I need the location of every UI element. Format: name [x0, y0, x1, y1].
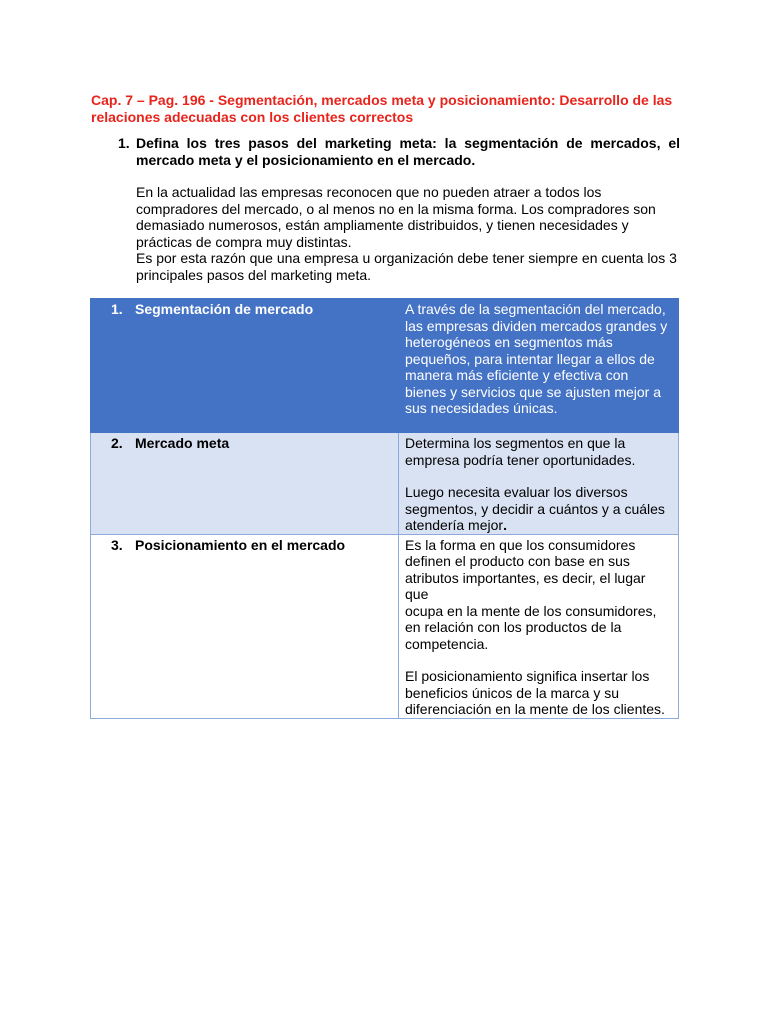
step-description-cell	[399, 534, 679, 718]
intro-text	[136, 184, 681, 283]
step-number: 3.	[111, 536, 123, 553]
step-description: A través de la segmentación del mercado, las empresas dividen mercados grandes y heterogéneos en segmentos más pequeños, para intentar llegar a ellos de manera más eficiente y efectiva con bienes y servicios que se ajusten mejor a sus necesidades únicas.	[405, 301, 668, 416]
step-number: 2.	[111, 435, 123, 451]
step-label-cell	[91, 299, 399, 433]
paragraph-gap	[405, 468, 672, 484]
table-row	[91, 534, 679, 718]
paragraph-gap	[405, 652, 672, 668]
step-description-period: .	[503, 517, 507, 533]
step-description: El posicionamiento significa insertar los beneficios únicos de la marca y su diferenciación en la mente de los clientes.	[405, 668, 665, 717]
step-label: Segmentación de mercado	[135, 301, 314, 317]
step-description: Es la forma en que los consumidores definen el producto con base en sus atributos importantes, es decir, el lugar que	[405, 536, 646, 602]
intro-paragraph-1: En la actualidad las empresas reconocen que no pueden atraer a todos los compradores del mercado, o al menos no en la misma forma. Los compradores son demasiado numerosos, están ampliamente distribuidos, y tienen necesidades y prácticas de compra muy distintas.	[136, 184, 656, 250]
document-title: Cap. 7 – Pag. 196 - Segmentación, mercados meta y posicionamiento: Desarrollo de las relaciones adecuadas con los clientes correctos	[91, 92, 673, 125]
question-number: 1.	[118, 135, 130, 151]
step-description-cell	[399, 433, 679, 535]
steps-table	[90, 298, 679, 719]
step-description	[405, 484, 672, 534]
table-row	[91, 299, 679, 433]
step-description-text: Luego necesita evaluar los diversos segmentos, y decidir a cuántos y a cuáles atendería mejor	[405, 484, 665, 533]
step-label-cell	[91, 534, 399, 718]
question-text: Defina los tres pasos del marketing meta: la segmentación de mercados, el mercado meta y el posicionamiento en el mercado.	[136, 135, 680, 168]
step-number: 1.	[111, 301, 123, 317]
step-description: ocupa en la mente de los consumidores, en relación con los productos de la competencia.	[405, 602, 657, 652]
step-description: Determina los segmentos en que la empresa podría tener oportunidades.	[405, 435, 636, 468]
intro-paragraph-2: Es por esta razón que una empresa u organización debe tener siempre en cuenta los 3 principales pasos del marketing meta.	[136, 250, 677, 283]
table-row	[91, 433, 679, 535]
step-label: Posicionamiento en el mercado	[135, 536, 346, 553]
step-description-cell	[399, 299, 679, 433]
step-label: Mercado meta	[135, 435, 230, 451]
step-label-cell	[91, 433, 399, 535]
question-item	[118, 135, 680, 169]
